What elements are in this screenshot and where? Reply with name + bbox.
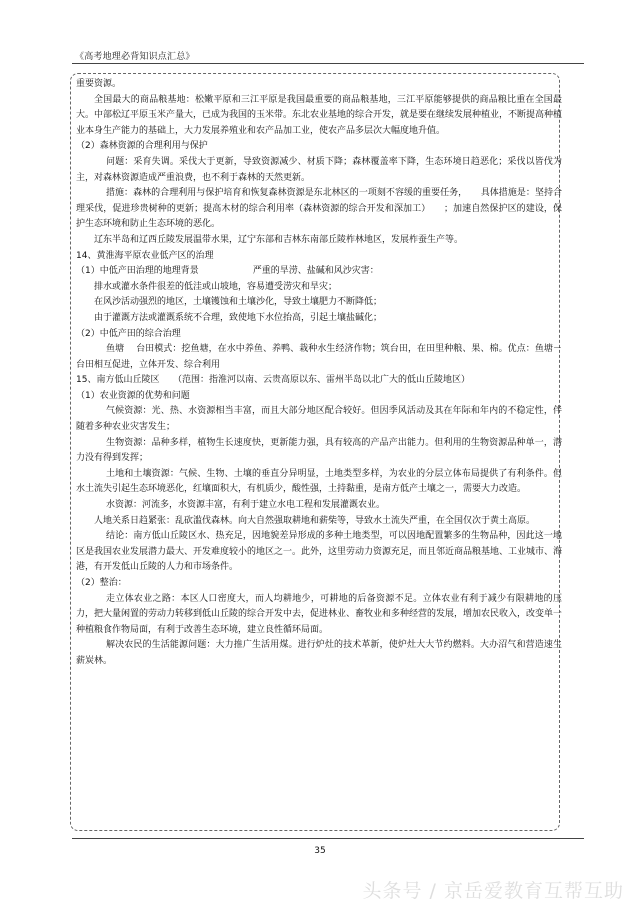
header-rule <box>72 63 584 64</box>
section-heading: （2）中低产田的综合治理 <box>76 328 181 339</box>
page-number: 35 <box>314 846 326 856</box>
paragraph: 重要资源。 <box>76 79 122 89</box>
paragraph: 由于灌溉方法或灌溉系统不合理，致使地下水位抬高，引起土壤盐碱化； <box>94 312 383 323</box>
paragraph: 措施：森林的合理利用与保护培育和恢复森林资源是东北林区的一项刻不容缓的重要任务， 具体措施是：坚持合理采伐，促进珍贵树种的更新；提高木材的综合利用率（森林资源的综合开发和深加工） ；加速自然保护区的建设，保护生态环境和防止生态环境的恶化。 <box>76 188 562 230</box>
section-heading: （1）农业资源的优势和问题 <box>76 390 190 401</box>
paragraph: 水资源：河流多，水资源丰富，有利于建立水电工程和发展灌溉农业。 <box>106 500 386 511</box>
footer-rule <box>72 838 584 839</box>
paragraph: 在风沙活动强烈的地区，土壤镬蚀和土壤沙化，导致土壤肥力不断降低； <box>94 297 383 308</box>
paragraph: 辽东半岛和辽西丘陵发展温带水果，辽宁东部和吉林东南部丘陵柞林地区，发展柞蚕生产等。 <box>94 234 464 245</box>
paragraph: 生物资源：品种多样，植物生长速度快，更新能力强，具有较高的产品产出能力。但利用的生物资源品种单一，潜力没有得到发挥； <box>76 437 562 464</box>
paragraph: 走立体农业之路：本区人口密度大，而人均耕地少，可耕地的后备资源不足。立体农业有利于减少有限耕地的压力，把大量闲置的劳动力转移到低山丘陵的综合开发中去，促进林业、畜牧业和多种经营的发展，增加农民收入，改变单一种植粮食作物局面，有利于改善生态环境，建立良性循环局面。 <box>76 593 563 635</box>
paragraph: 人地关系日趋紧张：乱砍滥伐森林。向大自然强取耕地和薪柴等，导致水土流失严重，在全国仅次于黄土高原。 <box>94 515 536 526</box>
paragraph: 解决农民的生活能源问题：大力推广生活用煤。进行炉灶的技术革新，使炉灶大大节约燃料。大办沼气和营造速生薪炭林。 <box>76 640 562 666</box>
paragraph: 结论：南方低山丘陵区水、热充足，因地貌差异形成的多种土地类型，可以因地配置繁多的生物品种，因此这一地区是我国农业发展潜力最大、开发难度较小的地区之一。此外，这里劳动力资源充足，而且邻近商品粮基地、工业城市、海港，有开发低山丘陵的人力和市场条件。 <box>76 531 563 573</box>
paragraph: 排水或灌水条件很差的低洼或山坡地，容易遭受涝灾和旱灾； <box>94 281 338 292</box>
paragraph: 问题：采育失调。采伐大于更新，导致资源减少、材质下降；森林覆盖率下降，生态环境日趋恶化；采伐以皆伐为主，对森林资源造成严重浪费，也不利于森林的天然更新。 <box>76 156 562 183</box>
section-heading: （2）森林资源的合理利用与保护 <box>76 141 208 152</box>
section-heading: （2）整治： <box>76 578 127 588</box>
paragraph: 土地和土壤资源：气候、生物、土壤的垂直分异明显，土地类型多样，为农业的分层立体布局提供了有利条件。但水土流失引起生态环境恶化，红壤面积大，有机质少，酸性强，土持黏重，是南方低产土壤之一，需要大力改造。 <box>76 468 562 495</box>
paragraph: 气候资源：光、热、水资源相当丰富，而且大部分地区配合较好。但因季风活动及其在年际和年内的不稳定性，伴随着多种农业灾害发生； <box>76 406 562 433</box>
section-heading: （1）中低产田治理的地理背景 严重的旱涝、盐碱和风沙灾害： <box>76 266 379 277</box>
section-heading: 14、黄淮海平原农业低产区的治理 <box>76 250 214 261</box>
watermark: 头条号 / 京岳爱教育互帮互助 <box>362 880 624 902</box>
page-content <box>76 77 562 670</box>
document-title: 《高考地理必背知识点汇总》 <box>75 52 195 62</box>
paragraph: 全国最大的商品粮基地：松嫩平原和三江平原是我国最重要的商品粮基地，三江平原能够提供的商品粮比重在全国最大。中部松辽平原玉米产量大，已成为我国的玉米带。东北农业基地的综合开发，就是要在继续发展种植业，不断提高种植业本身生产能力的基础上，大力发展养殖业和农产品加工业，使农产品多层次大幅度地升值。 <box>76 94 563 136</box>
section-heading: 15、南方低山丘陵区 （范围：指淮河以南、云贵高原以东、雷州半岛以北广大的低山丘陵地区） <box>76 375 470 386</box>
paragraph: 鱼塘 台田模式：挖鱼塘，在水中养鱼、养鸭、栽种水生经济作物；筑台田，在田里种粮、果、棉。优点：鱼塘－台田相互促进，立体开发、综合利用 <box>76 344 562 370</box>
